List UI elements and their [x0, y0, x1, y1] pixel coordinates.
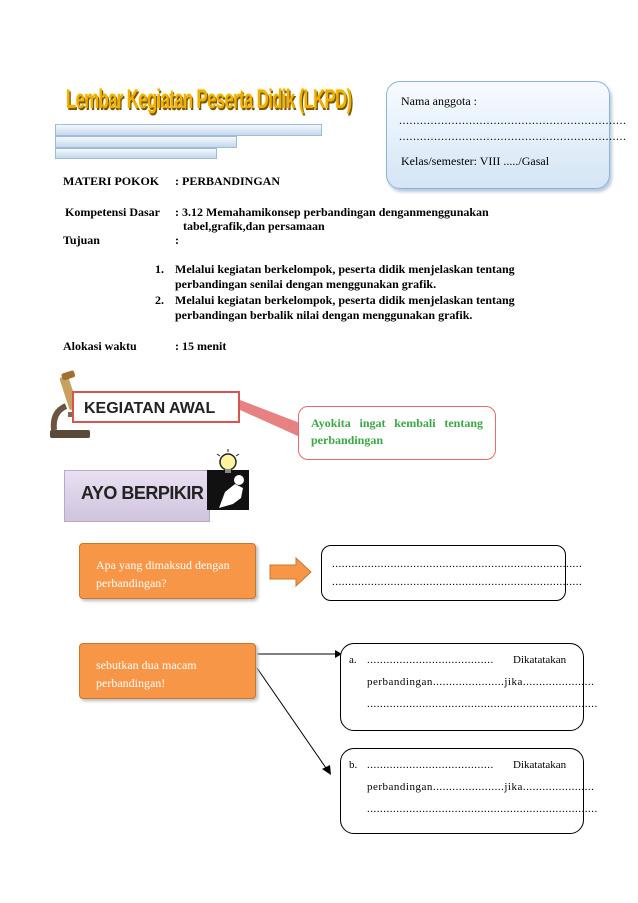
arrow-head-b-icon	[322, 765, 331, 775]
tujuan-label: Tujuan	[63, 233, 100, 247]
goal-2-line2: perbandingan berbalik nilai dengan menggunakan grafik.	[175, 308, 473, 322]
thinking-person-icon	[205, 448, 255, 512]
answer-a-label: a.	[349, 654, 357, 666]
goal-1-line1: Melalui kegiatan berkelompok, peserta didik menjelaskan tentang	[175, 262, 515, 276]
answer-b-word: Dikatatakan	[513, 759, 567, 771]
answer-a-dots[interactable]: .......................................	[367, 654, 494, 666]
alokasi-value: : 15 menit	[175, 339, 227, 353]
materi-label: MATERI POKOK	[63, 174, 160, 188]
page-title: Lembar Kegiatan Peserta Didik (LKPD)	[66, 84, 352, 114]
arrow-line-b	[257, 668, 326, 768]
ayo-berpikir-banner	[64, 470, 210, 522]
goal-1-line2: perbandingan senilai dengan menggunakan grafik.	[175, 277, 437, 291]
materi-value: : PERBANDINGAN	[175, 174, 280, 188]
answer-b-label: b.	[349, 759, 358, 771]
answer-a-box[interactable]	[340, 643, 598, 731]
answer-1-line1[interactable]: .............................................................................	[332, 558, 583, 570]
answer-1-line2[interactable]: .............................................................................	[332, 576, 583, 588]
question-1-box: Apa yang dimaksud dengan perbandingan?	[79, 543, 256, 599]
goal-2-number: 2.	[155, 293, 164, 307]
goal-2-line1: Melalui kegiatan berkelompok, peserta didik menjelaskan tentang	[175, 293, 515, 307]
answer-b-line3[interactable]: .......................................................................	[367, 803, 598, 815]
answer-1-box[interactable]	[321, 545, 583, 601]
question-2-box: sebutkan dua macam perbandingan!	[79, 643, 256, 699]
kd-value-line2: tabel,grafik,dan persamaan	[183, 219, 325, 233]
nama-line-2[interactable]: .................................................................	[399, 129, 627, 143]
answer-b-dots[interactable]: .......................................	[367, 759, 494, 771]
answer-b-line2[interactable]: perbandingan......................jika......................	[367, 781, 595, 793]
answer-a-line3[interactable]: .......................................................................	[367, 698, 598, 710]
alokasi-label: Alokasi waktu	[63, 339, 137, 353]
ayo-berpikir-label: AYO BERPIKIR	[81, 483, 204, 503]
reminder-callout: Ayokita ingat kembali tentang perbandingan	[298, 406, 496, 460]
nama-line-1[interactable]: .................................................................	[399, 113, 627, 127]
kegiatan-awal-label: KEGIATAN AWAL	[72, 391, 240, 423]
kd-value-line1: : 3.12 Memahamikonsep perbandingan denganmenggunakan	[175, 205, 489, 219]
kd-label: Kompetensi Dasar	[65, 205, 160, 219]
callout-pointer	[240, 400, 300, 437]
arrow-right-icon	[270, 558, 311, 586]
tujuan-value: :	[175, 233, 179, 247]
answer-a-word: Dikatatakan	[513, 654, 567, 666]
goal-1-number: 1.	[155, 262, 164, 276]
answer-a-line2[interactable]: perbandingan......................jika......................	[367, 676, 595, 688]
kelas-label: Kelas/semester: VIII ...../Gasal	[401, 154, 550, 168]
nama-label: Nama anggota :	[401, 94, 477, 108]
answer-b-box[interactable]	[340, 748, 598, 834]
